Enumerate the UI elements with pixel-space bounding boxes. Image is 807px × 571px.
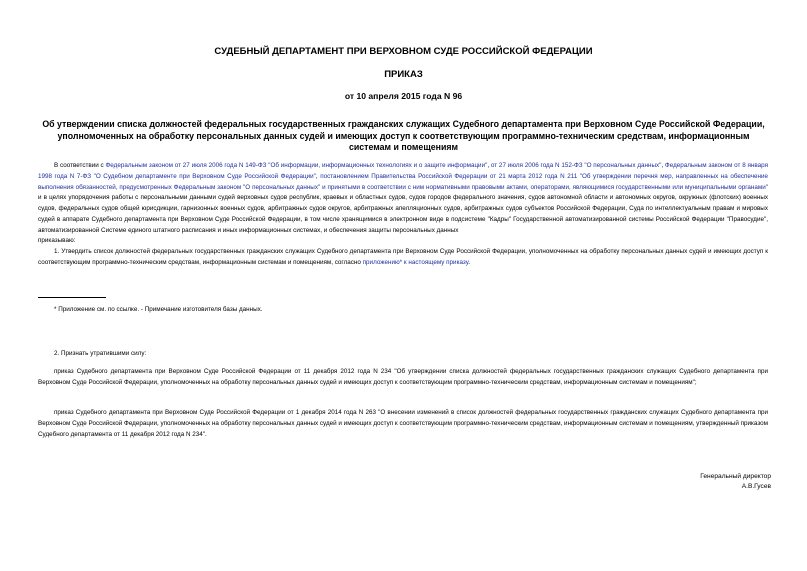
preamble-text-2: , <box>487 162 491 169</box>
preamble-text-4: , <box>315 172 321 180</box>
order-word: приказываю: <box>38 237 76 244</box>
repealed-order-1: приказ Судебного департамента при Верховном Суде Российской Федерации от 11 декабря 2012 года N 234 "Об утверждении списка должностей федеральных государственных гражданских служащих Судебного департамента при Верховном Суде Российской Федерации, уполномоченных на обработку персональных данных судей и имеющих доступ к соответствующим программно-техническим средствам, информационным системам и помещениям"; <box>38 368 768 386</box>
document-title: Об утверждении списка должностей федеральных государственных гражданских служащих Судебного департамента при Верховном Суде Российской Федерации, уполномоченных на обработку персональных данных судей и имеющих доступ к соответствующим программно-техническим средствам, информационным системам и помещениям <box>42 119 765 152</box>
footnote-text: * Приложение см. по ссылке. - Примечание изготовителя базы данных. <box>54 306 263 313</box>
resolution-211-link[interactable]: постановлением Правительства Российской Федерации от 21 марта 2012 года N 211 "Об утверждении перечня мер, направленных на обеспечение выполнения обязанностей, предусмотренных Федеральным законом "О персональных данных" и принятыми в соответствии с ним нормативными правовыми актами, операторами, являющимися государственными или муниципальными органами" <box>38 172 769 191</box>
item-1-end: . <box>468 258 470 266</box>
signatory-name: А.В.Гусев <box>741 483 771 490</box>
preamble-text-5: и в целях упорядочения работы с персональными данными судей верховных судов республик, краевых и областных судов, судов городов федерального значения, судов автономной области и автономных округов, окружных (флотских) военных судов, федеральных судов общей юрисдикции, гарнизонных военных судов, арбитражных судов округов, арбитражных апелляционных судов, арбитражных судов субъектов Российской Федерации, Суда по интеллектуальным правам и мировых судей в аппарате Судебного департамента при Верховном Суде Российской Федерации, в том числе хранящимися в электронном виде в подсистеме "Кадры" Государственной автоматизированной системы Российской Федерации "Правосудие", автоматизированной Системе единого штатного расписания и иных информационных системах, и обеспечения защиты персональных данных <box>38 194 768 234</box>
repealed-order-2: приказ Судебного департамента при Верховном Суде Российской Федерации от 1 декабря 2014 года N 263 "О внесении изменений в список должностей федеральных государственных гражданских служащих Судебного департамента при Верховном Суде Российской Федерации, уполномоченных на обработку персональных данных судей и имеющих доступ к соответствующим программно-техническим средствам, информационным системам и помещениям, утвержденный приказом Судебного департамента от 11 декабря 2012 года N 234". <box>38 409 768 438</box>
appendix-link[interactable]: приложению* к настоящему приказу <box>362 258 469 266</box>
organization-heading: СУДЕБНЫЙ ДЕПАРТАМЕНТ ПРИ ВЕРХОВНОМ СУДЕ РОССИЙСКОЙ ФЕДЕРАЦИИ <box>214 46 593 57</box>
item-2-paragraph: 2. Признать утратившими силу: <box>54 350 147 357</box>
signature-block <box>700 472 771 492</box>
item-1-paragraph <box>38 247 768 269</box>
document-type-heading: ПРИКАЗ <box>384 69 423 80</box>
item-1-text: 1. Утвердить список должностей федеральных государственных гражданских служащих Судебного департамента при Верховном Суде Российской Федерации, уполномоченных на обработку персональных данных судей и имеющих доступ к соответствующим программно-техническим средствам, информационным системам и помещениям, согласно <box>38 248 768 266</box>
preamble-text-1: В соответствии с <box>54 162 106 169</box>
preamble-text-3: , <box>661 162 665 169</box>
law-152-link[interactable]: от 27 июля 2006 года N 152-ФЗ "О персональных данных" <box>490 162 662 169</box>
law-7-link[interactable]: Федеральным законом от 8 января 1998 года N 7-ФЗ "О Судебном департаменте при Верховном Суде Российской Федерации" <box>38 162 769 180</box>
law-149-link[interactable]: Федеральным законом от 27 июля 2006 года N 149-ФЗ "Об информации, информационных технологиях и о защите информации" <box>105 162 488 169</box>
document-date-number: от 10 апреля 2015 года N 96 <box>344 91 463 101</box>
footnote-divider <box>38 297 106 298</box>
preamble-paragraph <box>38 161 768 237</box>
signatory-position: Генеральный директор <box>700 473 771 480</box>
